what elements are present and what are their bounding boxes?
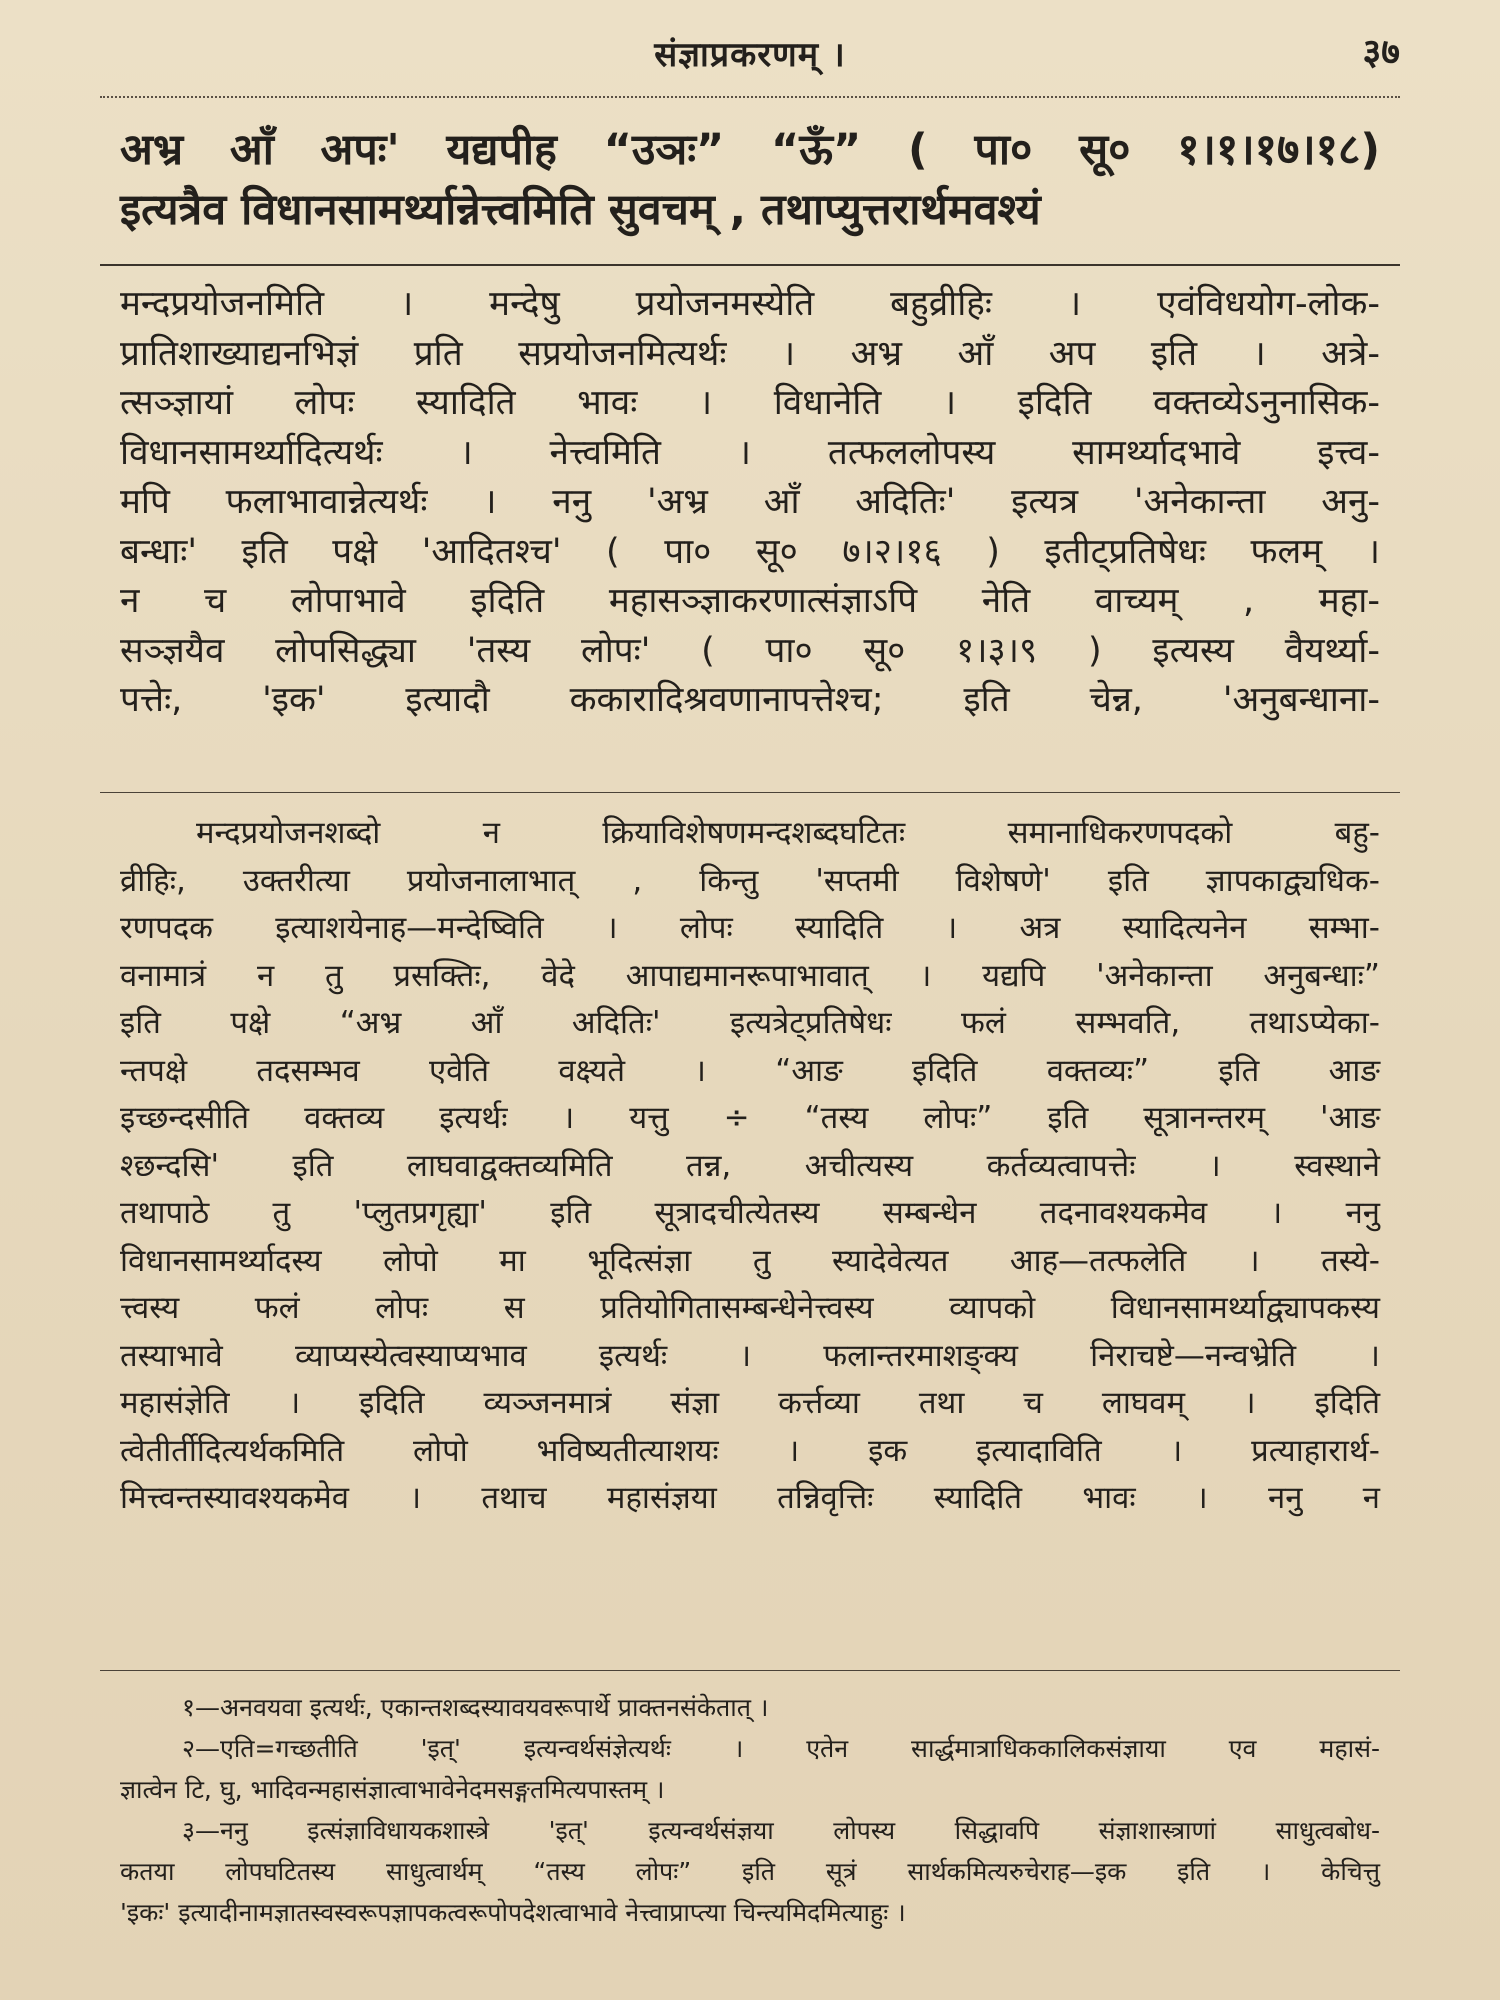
sub-commentary-line: मन्दप्रयोजनशब्दो न क्रियाविशेषणमन्दशब्दघटितः समानाधिकरणपदको बहु-	[196, 815, 1380, 851]
commentary-line: सञ्ज्ञयैव लोपसिद्ध्या 'तस्य लोपः' ( पा० सू० १।३।९ ) इत्यस्य वैयर्थ्या-	[120, 630, 1380, 671]
footnote-2: २—एति=गच्छतीति 'इत्' इत्यन्वर्थसंज्ञेत्यर्थः । एतेन सार्द्धमात्राधिककालिकसंज्ञाया एव महासं-	[182, 1734, 1380, 1763]
footnote-3: ३—ननु इत्संज्ञाविधायकशास्त्रे 'इत्' इत्यन्वर्थसंज्ञया लोपस्य सिद्धावपि संज्ञाशास्त्राणां साधुत्वबोध-	[182, 1816, 1380, 1845]
sub-commentary-line: त्वेतीर्तीदित्यर्थकमिति लोपो भविष्यतीत्याशयः । इक इत्यादाविति । प्रत्याहारार्थ-	[120, 1432, 1380, 1469]
commentary-line: पत्तेः, 'इक' इत्यादौ ककारादिश्रवणानापत्तेश्च; इति चेन्न, 'अनुबन्धाना-	[120, 680, 1380, 720]
page-number: ३७	[1362, 32, 1400, 73]
footnote-3-continued: कतया लोपघटितस्य साधुत्वार्थम् “तस्य लोपः” इति सूत्रं सार्थकमित्यरुचेराह—इक इति । केचित्तु	[120, 1857, 1380, 1886]
commentary-divider	[100, 792, 1400, 793]
sub-commentary-line: त्त्वस्य फलं लोपः स प्रतियोगितासम्बन्धेनेत्त्वस्य व्यापको विधानसामर्थ्याद्व्यापकस्य	[120, 1290, 1380, 1326]
sub-commentary-line: विधानसामर्थ्यादस्य लोपो मा भूदित्संज्ञा तु स्यादेवेत्यत आह—तत्फलेति । तस्ये-	[120, 1242, 1380, 1279]
sutra-divider	[100, 264, 1400, 266]
footnote-1: १—अनवयवा इत्यर्थः, एकान्तशब्दस्यावयवरूपार्थे प्राक्तनसंकेतात् ।	[182, 1693, 769, 1722]
commentary-line: विधानसामर्थ्यादित्यर्थः । नेत्त्वमिति । तत्फललोपस्य सामर्थ्यादभावे इत्त्व-	[120, 432, 1380, 473]
commentary-line: मपि फलाभावान्नेत्यर्थः । ननु 'अभ्र आँ अदितिः' इत्यत्र 'अनेकान्ता अनु-	[120, 482, 1380, 522]
commentary-line: प्रातिशाख्याद्यनभिज्ञं प्रति सप्रयोजनमित्यर्थः । अभ्र आँ अप इति । अत्रे-	[120, 333, 1380, 374]
commentary-line: मन्दप्रयोजनमिति । मन्देषु प्रयोजनमस्येति बहुव्रीहिः । एवंविधयोग-लोक-	[120, 284, 1380, 324]
sub-commentary-line: व्रीहिः, उक्तरीत्या प्रयोजनालाभात् , किन्तु 'सप्तमी विशेषणे' इति ज्ञापकाद्व्यधिक-	[120, 862, 1380, 899]
footnote-2-continued: ज्ञात्वेन टि, घु, भादिवन्महासंज्ञात्वाभावेनेदमसङ्गतमित्यपास्तम् ।	[120, 1775, 665, 1804]
footnotes-block	[120, 1688, 1380, 1934]
sub-commentary-line: वनामात्रं न तु प्रसक्तिः, वेदे आपाद्यमानरूपाभावात् । यद्यपि 'अनेकान्ता अनुबन्धाः”	[120, 957, 1380, 994]
sub-commentary-line: तस्याभावे व्याप्यस्येत्वस्याप्यभाव इत्यर्थः । फलान्तरमाशङ्क्य निराचष्टे—नन्वभ्रेति ।	[120, 1337, 1380, 1374]
sub-commentary-line: तथापाठे तु 'प्लुतप्रगृह्या' इति सूत्रादचीत्येतस्य सम्बन्धेन तदनावश्यकमेव । ननु	[120, 1195, 1380, 1231]
sub-commentary-line: महासंज्ञेति । इदिति व्यञ्जनमात्रं संज्ञा कर्त्तव्या तथा च लाघवम् । इदिति	[120, 1385, 1380, 1421]
page-header	[100, 22, 1400, 82]
commentary-line: बन्धाः' इति पक्षे 'आदितश्च' ( पा० सू० ७।२।१६ ) इतीट्प्रतिषेधः फलम् ।	[120, 531, 1380, 572]
commentary-block	[120, 280, 1380, 726]
sub-commentary-line: श्छन्दसि' इति लाघवाद्वक्तव्यमिति तन्न, अचीत्यस्य कर्तव्यत्वापत्तेः । स्वस्थाने	[120, 1147, 1380, 1184]
sutra-line: इत्यत्रैव विधानसामर्थ्यान्नेत्त्वमिति सुवचम् , तथाप्युत्तरार्थमवश्यं	[120, 185, 1041, 235]
sub-commentary-line: न्तपक्षे तदसम्भव एवेति वक्ष्यते । “आङ इदिति वक्तव्यः” इति आङ	[120, 1052, 1380, 1089]
sutra-line: अभ्र आँ अपः' यद्यपीह “उञः” “ऊँ” ( पा० सू० १।१।१७।१८)	[120, 125, 1380, 175]
sub-commentary-line: इति पक्षे “अभ्र आँ अदितिः' इत्यत्रेट्प्रतिषेधः फलं सम्भवति, तथाऽप्येका-	[120, 1005, 1380, 1041]
commentary-line: न च लोपाभावे इदिति महासञ्ज्ञाकरणात्संज्ञाऽपि नेति वाच्यम् , महा-	[120, 581, 1380, 621]
footnote-divider	[100, 1670, 1400, 1671]
footnote-3-end: 'इकः' इत्यादीनामज्ञातस्वस्वरूपज्ञापकत्वरूपोपदेशत्वाभावे नेत्त्वाप्राप्त्या चिन्त्यमिदमित्याहुः ।	[120, 1898, 906, 1927]
sub-commentary-block	[120, 810, 1380, 1523]
sub-commentary-line: मित्त्वन्तस्यावश्यकमेव । तथाच महासंज्ञया तन्निवृत्तिः स्यादिति भावः । ननु न	[120, 1480, 1380, 1516]
sub-commentary-line: रणपदक इत्याशयेनाह—मन्देष्विति । लोपः स्यादिति । अत्र स्यादित्यनेन सम्भा-	[120, 910, 1380, 946]
sub-commentary-line: इच्छन्दसीति वक्तव्य इत्यर्थः । यत्तु ÷ “तस्य लोपः” इति सूत्रानन्तरम् 'आङ	[120, 1100, 1380, 1136]
header-divider	[100, 96, 1400, 98]
running-title: संज्ञाप्रकरणम् ।	[654, 35, 846, 75]
sutra-block	[120, 120, 1380, 240]
commentary-line: त्सञ्ज्ञायां लोपः स्यादिति भावः । विधानेति । इदिति वक्तव्येऽनुनासिक-	[120, 383, 1380, 423]
